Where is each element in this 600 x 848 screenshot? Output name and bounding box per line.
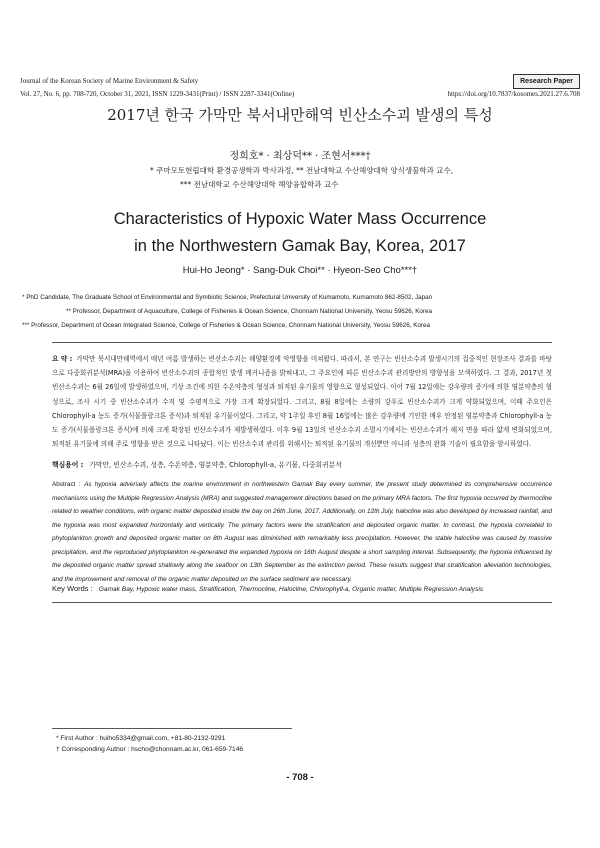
footnote-corresponding-author: † Corresponding Author : hscho@chonnam.ac.kr, 061-659-7146	[56, 746, 244, 753]
english-affiliation-line: ** Professor, Department of Aquaculture, College of Fisheries & Ocean Science, Chonnam National University, Yeosu 59626, Korea	[66, 308, 433, 315]
footnote-first-author: * First Author : huiho5334@gmail.com, +81-80-2132-9291	[56, 735, 226, 742]
divider	[52, 602, 552, 603]
english-abstract-text: As hypoxia adversely affects the marine environment in northwestern Gamak Bay every summer, the present study determined its comprehensive occurrence mechanisms using the Multiple Regression Analysis (MRA) and suggested management directions based on the primary MRA factors. The first hypoxia occurred by thermocline related to weather conditions, with organic matter deposited inside the bay on 26th June, 2017. Additionally, on 12th July, halocline was also developed by increased rainfall, and the hypoxia was most expanded horizontally and vertically. The primary factors were the stratification and deposited organic matter. In contrast, the hypoxia correlated to phytoplankton growth and deposited organic matter on 8th August was diminished with remarkably less precipitation. However, the stable halocline was caused by massive precipitation, and the reproduced phytoplankton re-generated the expanded hypoxia on 16th August despite a short sampling interval. Subsequently, the hypoxia influenced by the deposited organic matter spread shallowly along the seafloor on 13th September as the extinction period. These results suggest that stratification alleviation technologies, and the improvement and removal of the organic matter deposited on the surface sediment are necessary.	[52, 481, 552, 583]
korean-keywords-label: 핵심용어 :	[52, 461, 84, 469]
english-title-line: in the Northwestern Gamak Bay, Korea, 2017	[134, 237, 466, 255]
korean-affiliation-line: * 쿠마모토현립대학 환경공생학과 박사과정, ** 전남대학교 수산해양대학 양식생물학과 교수,	[150, 166, 454, 175]
english-affiliation-line: * PhD Candidate, The Graduate School of Environmental and Symbiotic Science, Prefectural University of Kumamoto, Kumamoto 862-8502, Japan	[22, 294, 433, 301]
english-keywords	[52, 584, 552, 593]
english-title-line: Characteristics of Hypoxic Water Mass Occurrence	[113, 210, 487, 228]
english-abstract-label: Abstract :	[52, 481, 81, 488]
doi-link[interactable]: https://doi.org/10.7837/kosomes.2021.27.6.708	[447, 90, 580, 98]
english-authors: Hui-Ho Jeong* · Sang-Duk Choi** · Hyeon-Seo Cho***†	[182, 265, 418, 276]
korean-authors: 정희호* · 최상덕** · 조현서***†	[229, 151, 371, 162]
english-affiliations	[22, 291, 582, 333]
english-title	[0, 206, 600, 260]
korean-abstract-label: 요 약 :	[52, 355, 73, 363]
korean-abstract-text: 가막만 북서내만해역에서 매년 여름 발생하는 빈산소수괴는 해양환경에 악영향을 미쳐왔다. 따라서, 본 연구는 빈산소수괴 발생시기의 집중적인 현장조사 결과를 바탕으로 다중회귀분석(MRA)을 이용하여 빈산소수괴의 종합적인 발생 메커니즘을 밝혀내고, 그 주요인에 따른 빈산소수괴 관리방안의 방향성을 모색하였다. 그 결과, 2017년 첫 빈산소수괴는 6월 26일에 발생하였으며, 기상 조건에 의한 수온약층의 형성과 퇴적된 유기물의 영향으로 형성되었다. 이어 7월 12일에는 강우량의 증가에 의한 염분약층의 형성으로, 조사 시기 중 빈산소수괴가 수직 및 수평적으로 가장 크게 확장되었다. 그리고, 8월 8일에는 소량의 강우로 빈산소수괴가 크게 약화되었으며, 이때 주요인은 Chlorophyll-a 농도 증가(식물플랑크톤 증식)과 퇴적된 유기물이었다. 그리고, 약 1주일 후인 8월 16일에는 많은 강우량에 기인한 매우 안정된 염분약층과 Chlorophyll-a 농도 증가(식물플랑크톤 증식)에 의해 크게 확장된 빈산소수괴가 재발생하였다. 이후 9월 13일의 빈산소수괴 소멸시기에서는 빈산소수괴가 해저 면을 따라 얇게 변화되었으며, 퇴적된 유기물에 의해 주로 영향을 받은 것으로 나타났다. 이는 빈산소수괴 관리를 위해서는 퇴적된 유기물의 개선뿐만 아니라 성층의 완화 기술이 필요함을 암시하였다.	[52, 355, 553, 449]
korean-keywords-text: 가막만, 빈산소수괴, 성층, 수온약층, 염분약층, Chlorophyll-a, 유기물, 다중회귀분석	[89, 461, 342, 469]
korean-keywords	[52, 459, 552, 469]
english-keywords-label: Key Words :	[52, 584, 93, 593]
english-abstract	[52, 478, 552, 586]
english-keywords-text: Gamak Bay, Hypoxic water mass, Stratification, Thermocline, Halocline, Chlorophyll-a, Organic matter, Multiple Regression Analysis	[98, 586, 484, 593]
korean-affiliations	[150, 164, 480, 192]
footnote-divider	[52, 728, 292, 729]
korean-title: 2017년 한국 가막만 북서내만해역 빈산소수괴 발생의 특성	[107, 106, 493, 124]
journal-header	[20, 74, 580, 100]
citation-info: Vol. 27, No. 6, pp. 708-720, October 31, 2021, ISSN 1229-3431(Print) / ISSN 2287-3341(Online)	[20, 90, 295, 98]
page-number: - 708 -	[286, 772, 314, 783]
footnotes	[56, 733, 456, 755]
english-affiliation-line: *** Professor, Department of Ocean Integrated Science, College of Fisheries & Ocean Science, Chonnam National University, Yeosu 59626, Korea	[22, 322, 431, 329]
korean-abstract	[52, 352, 552, 451]
korean-affiliation-line: *** 전남대학교 수산해양대학 해양융합학과 교수	[180, 180, 339, 189]
journal-name: Journal of the Korean Society of Marine Environment & Safety	[20, 77, 199, 85]
divider	[52, 342, 552, 343]
article-type-badge: Research Paper	[513, 74, 580, 89]
